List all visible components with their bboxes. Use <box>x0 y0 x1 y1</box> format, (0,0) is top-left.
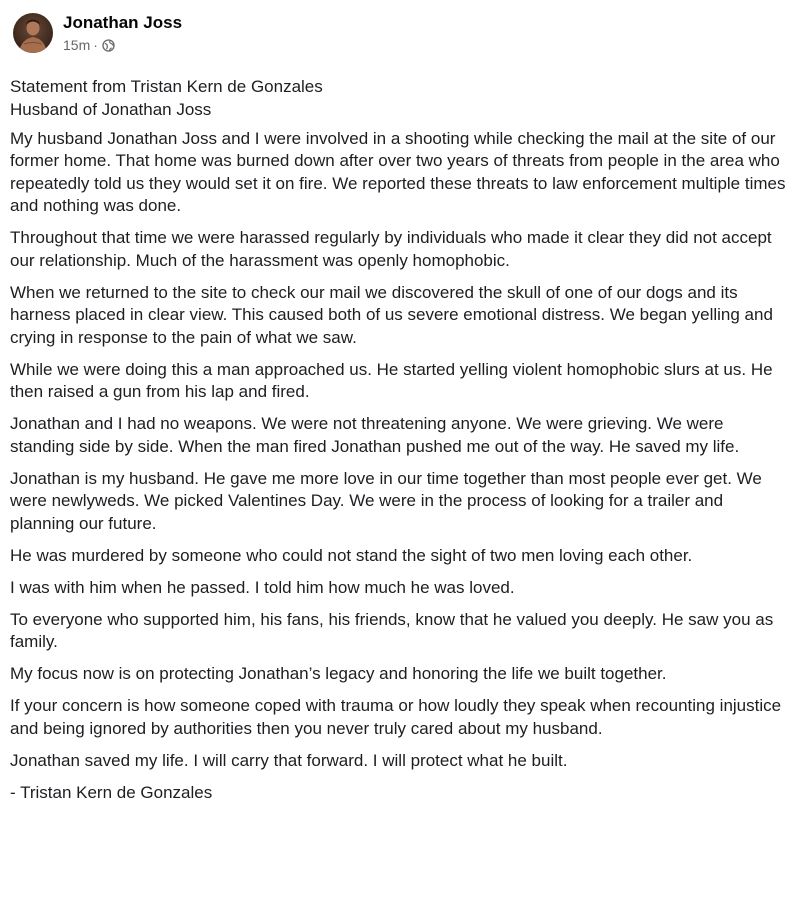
meta-separator: · <box>93 36 98 53</box>
avatar-image <box>13 13 53 53</box>
author-name[interactable]: Jonathan Joss <box>63 12 183 32</box>
post-paragraph: My husband Jonathan Joss and I were involved in a shooting while checking the mail at the site of our former home. That home was burned down after over two years of threats from people in the area who repeatedly told us they would set it on fire. We reported these threats to law enforcement multiple times and nothing was done. <box>10 128 786 215</box>
post-meta <box>63 36 182 54</box>
post-paragraph: Jonathan saved my life. I will carry that forward. I will protect what he built. <box>10 750 568 770</box>
post-paragraph: Jonathan and I had no weapons. We were not threatening anyone. We were grieving. We were standing side by side. When the man fired Jonathan pushed me out of the way. He saved my life. <box>10 414 740 456</box>
post-paragraph: While we were doing this a man approached us. He started yelling violent homophobic slurs at us. He then raised a gun from his lap and fired. <box>10 359 773 401</box>
statement-subtitle: Husband of Jonathan Joss <box>10 99 212 119</box>
statement-heading <box>10 76 790 121</box>
statement-title: Statement from Tristan Kern de Gonzales <box>10 77 323 96</box>
post-paragraph: Throughout that time we were harassed regularly by individuals who made it clear they did not accept our relationship. Much of the harassment was openly homophobic. <box>10 228 772 270</box>
post-body <box>10 76 790 804</box>
post-paragraph: To everyone who supported him, his fans, his friends, know that he valued you deeply. He saw you as family. <box>10 609 774 651</box>
post-paragraph: I was with him when he passed. I told him how much he was loved. <box>10 577 515 597</box>
globe-icon[interactable] <box>102 38 115 51</box>
avatar[interactable] <box>13 13 53 53</box>
post-timestamp[interactable]: 15m <box>63 36 91 53</box>
post-signature: - Tristan Kern de Gonzales <box>10 782 213 802</box>
post-paragraph: My focus now is on protecting Jonathan’s legacy and honoring the life we built together. <box>10 664 667 683</box>
post-paragraph: When we returned to the site to check our mail we discovered the skull of one of our dogs and its harness placed in clear view. This caused both of us severe emotional distress. We began yelling and crying in response to the pain of what we saw. <box>10 282 773 347</box>
post-paragraph: If your concern is how someone coped with trauma or how loudly they speak when recounting injustice and being ignored by authorities then you never truly cared about my husband. <box>10 696 782 738</box>
post-paragraph: Jonathan is my husband. He gave me more love in our time together than most people ever get. We were newlyweds. We picked Valentines Day. We were in the process of looking for a trailer and planning our future. <box>10 468 762 533</box>
post-paragraph: He was murdered by someone who could not stand the sight of two men loving each other. <box>10 545 693 565</box>
post-header <box>10 8 790 58</box>
